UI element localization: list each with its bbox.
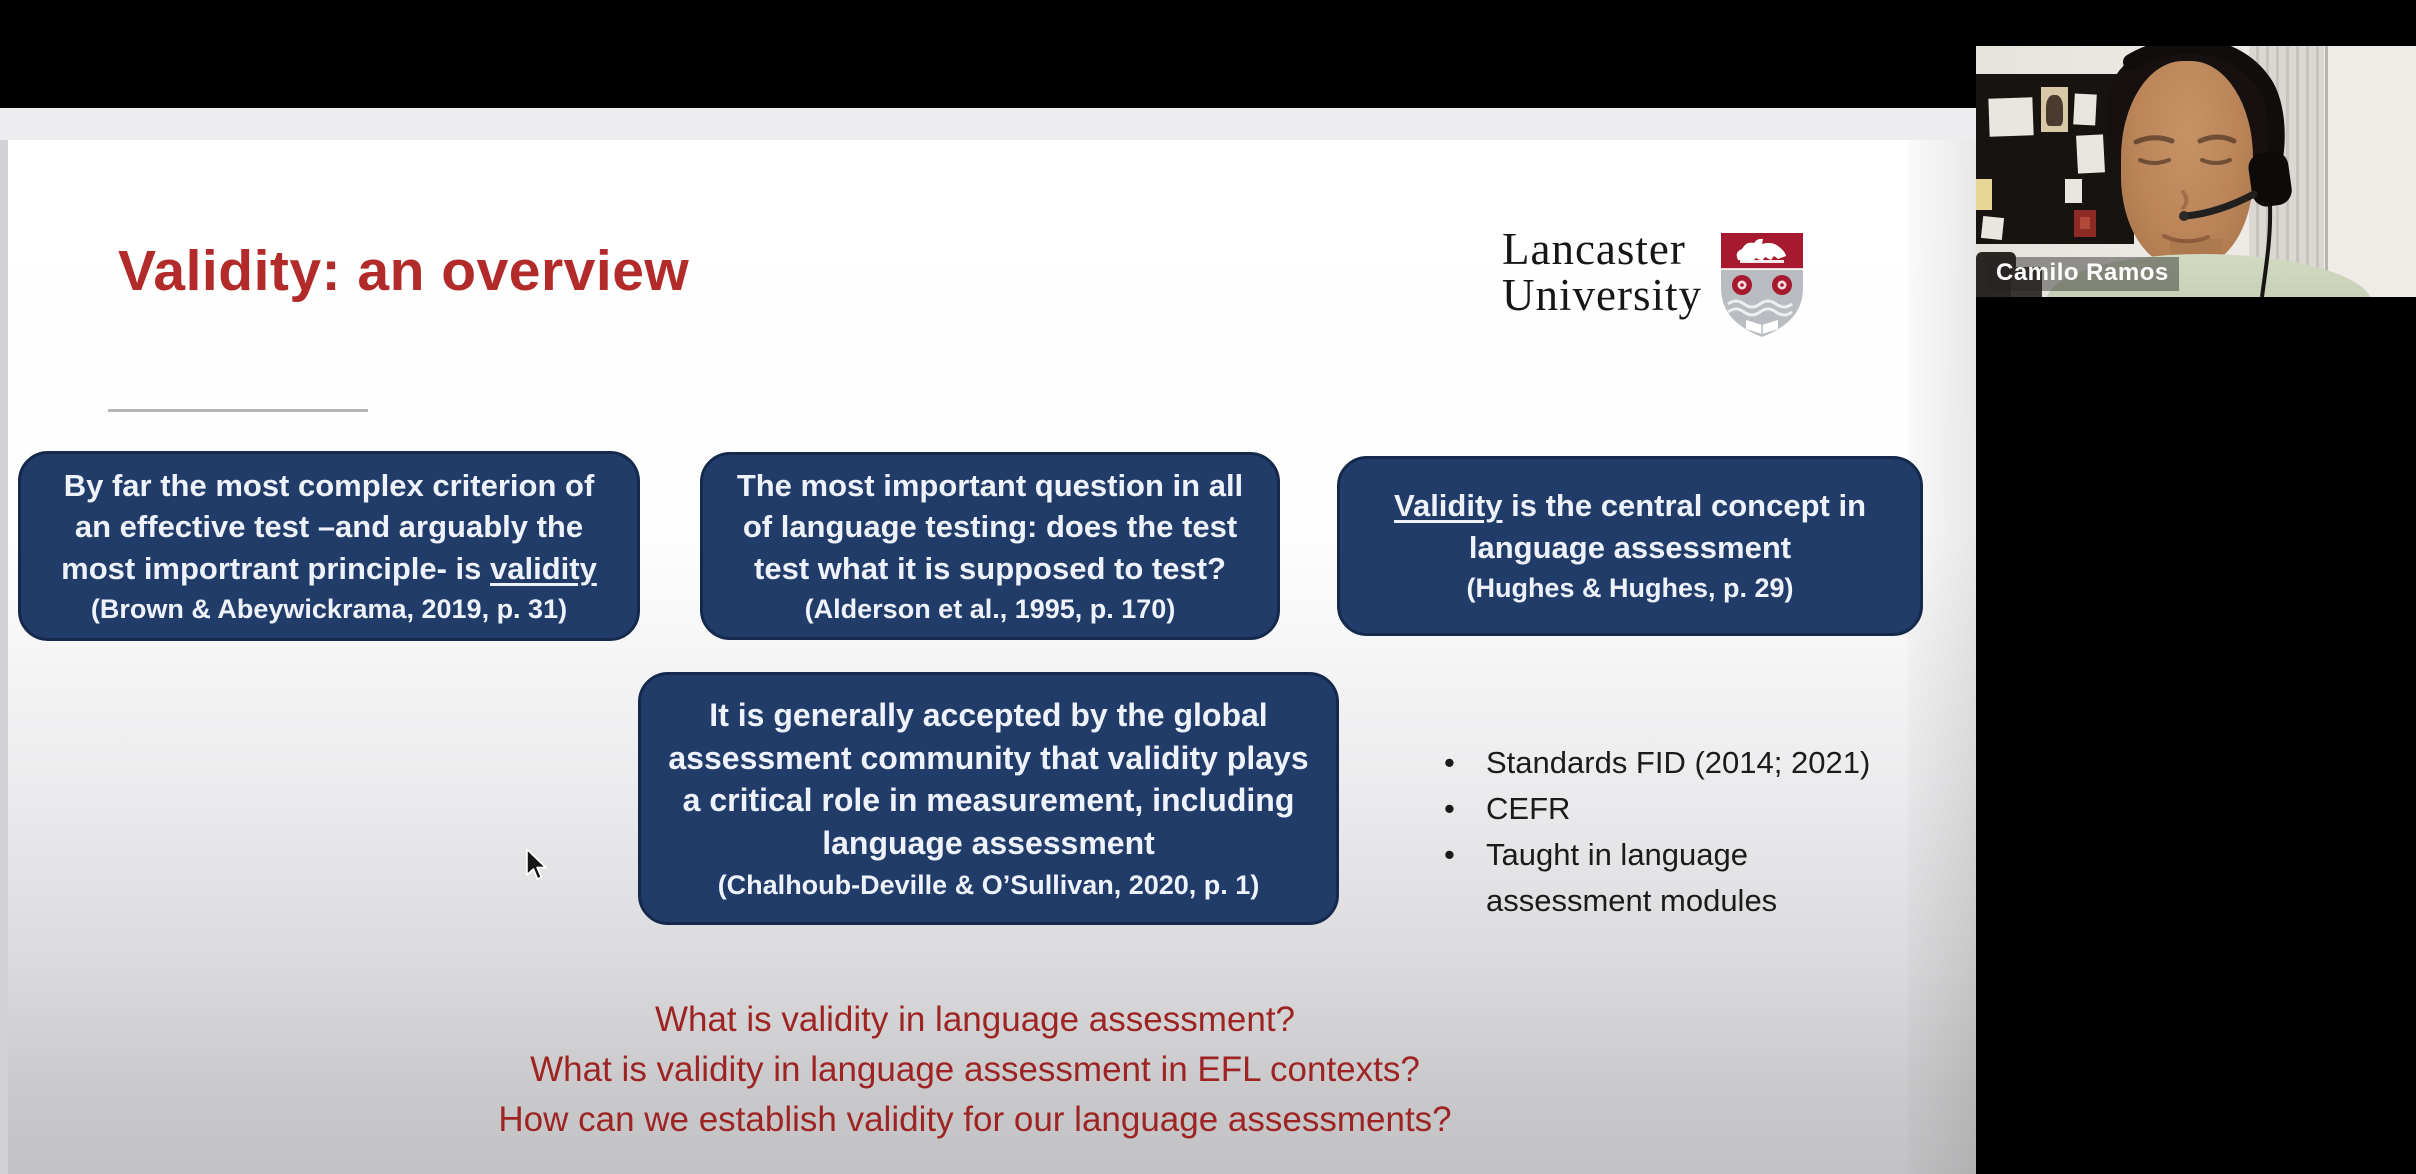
question-2: What is validity in language assessment in EFL contexts? [530,1050,1420,1089]
quote-citation: (Hughes & Hughes, p. 29) [1466,573,1794,604]
title-divider [108,409,368,412]
slide-title: Validity: an overview [118,239,690,303]
logo-text-line1: Lancaster [1502,224,1686,274]
quote-box-hughes [1337,456,1923,636]
quote-box-brown-abeywickrama [18,451,640,641]
quote-text: By far the most complex criterion of an effective test –and arguably the most importrant principle- is validity [61,467,597,586]
logo-wordmark [1502,226,1702,318]
bullet-item-taught: • Taught in language assessment modules [1442,832,1816,924]
quote-text: It is generally accepted by the global assessment community that validity plays a critical role in measurement, including language assessment [668,696,1309,862]
quote-citation: (Chalhoub-Deville & O’Sullivan, 2020, p. 1) [717,870,1260,901]
quote-text: The most important question in all of language testing: does the test test what it is supposed to test? [736,467,1244,586]
bullet-item-cefr: • CEFR [1442,786,1922,832]
lancaster-shield-icon [1716,230,1808,342]
slide-right-shadow [1908,140,1976,1174]
quote-box-chalhoub-deville [638,672,1339,925]
quote-citation: (Alderson et al., 1995, p. 170) [804,594,1176,625]
participant-name-label: Camilo Ramos [1986,257,2179,291]
bullet-item-standards: • Standards FID (2014; 2021) [1442,740,1922,786]
question-lines [295,995,1655,1145]
lancaster-logo [1502,226,1808,342]
mouse-cursor [523,848,551,884]
app-chrome-strip [0,108,1976,140]
quote-text: Validity is the central concept in language assessment [1393,488,1867,565]
question-3: How can we establish validity for our language assessments? [498,1100,1452,1139]
highlight-validity: validity [490,550,597,586]
bullet-list [1442,740,1922,924]
highlight-validity: Validity [1393,488,1503,524]
quote-citation: (Brown & Abeywickrama, 2019, p. 31) [90,594,568,625]
webcam-video[interactable] [1976,46,2416,297]
slide-left-edge [0,140,8,1174]
quote-box-alderson [700,452,1280,640]
question-1: What is validity in language assessment? [654,1000,1296,1039]
logo-text-line2: University [1502,270,1702,320]
meeting-sidebar [1976,0,2416,1174]
